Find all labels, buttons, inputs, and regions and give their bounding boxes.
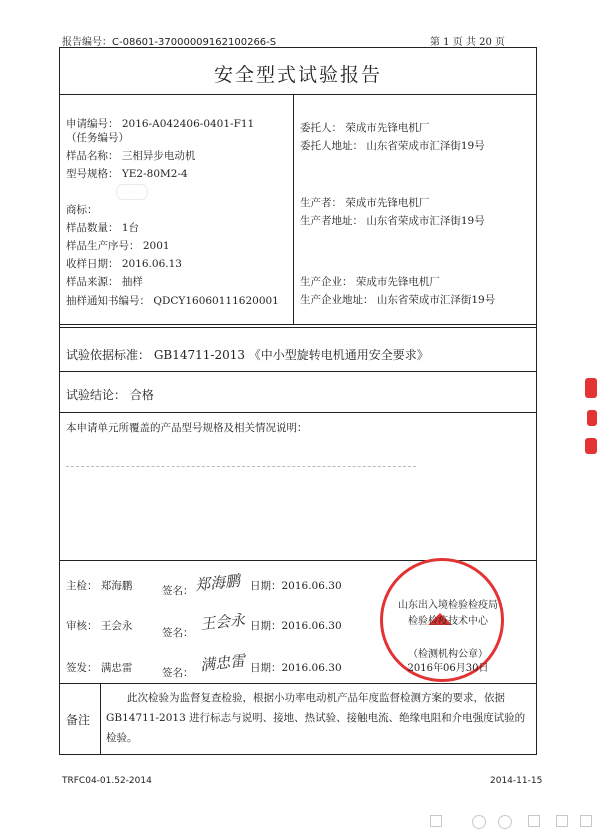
- zoom-out-icon[interactable]: [498, 815, 512, 829]
- explanation-heading: 本申请单元所覆盖的产品型号规格及相关情况说明：: [66, 422, 308, 434]
- client-address: 委托人地址： 山东省荣成市汇泽街19号: [300, 140, 485, 152]
- remarks-text: 此次检验为监督复查检验，根据小功率电动机产品年度监督检测方案的要求，依据 GB14711-2013 进行标志与说明、接地、热试验、接触电流、绝缘电阻和介电强度试验的检验。: [106, 692, 526, 744]
- client: 委托人： 荣成市先锋电机厂: [300, 122, 430, 134]
- serial-no: 样品生产序号： 2001: [66, 240, 170, 252]
- stamp-line1: 山东出入境检验检疫局: [398, 600, 498, 611]
- inspector-sign-label: 签名：: [162, 585, 194, 597]
- issuer-date: 日期：2016.06.30: [250, 662, 342, 674]
- sample-source: 样品来源： 抽样: [66, 276, 143, 288]
- page-icon[interactable]: [430, 815, 442, 827]
- explanation-line: [66, 466, 416, 467]
- test-standard: 试验依据标准： GB14711-2013 《中小型旋转电机通用安全要求》: [66, 348, 429, 362]
- sample-name: 样品名称： 三相异步电动机: [66, 150, 196, 162]
- task-no: （任务编号）: [66, 132, 129, 144]
- zoom-in-icon[interactable]: [472, 815, 486, 829]
- application-no: 申请编号： 2016-A042406-0401-F11: [66, 118, 255, 130]
- stamp-line2: 检验检疫技术中心: [408, 616, 488, 627]
- report-form: [59, 47, 537, 755]
- trademark-logo: [116, 184, 148, 200]
- model-spec: 型号规格： YE2-80M2-4: [66, 168, 188, 180]
- producer-address: 生产者地址： 山东省荣成市汇泽街19号: [300, 215, 485, 227]
- fit-page-icon[interactable]: [528, 815, 540, 827]
- reviewer-sign-label: 签名：: [162, 627, 194, 639]
- reviewer-date: 日期：2016.06.30: [250, 620, 342, 632]
- received-date: 收样日期： 2016.06.13: [66, 258, 182, 270]
- report-title: 安全型式试验报告: [213, 64, 382, 86]
- issuer-signature: 满忠雷: [199, 651, 246, 675]
- reviewer-signature: 王会永: [199, 610, 246, 634]
- form-number: TRFC04-01.52-2014: [62, 776, 152, 786]
- report-number: 报告编号：C-08601-37000009162100266-S: [62, 37, 277, 48]
- test-conclusion: 试验结论： 合格: [66, 388, 154, 402]
- notice-no: 抽样通知书编号： QDCY16060111620001: [66, 295, 279, 307]
- page-info: 第 1 页 共 20 页: [430, 37, 505, 48]
- producer: 生产者： 荣成市先锋电机厂: [300, 197, 430, 209]
- remarks-label: 备注: [66, 713, 91, 727]
- stamp-line3: （检测机构公章）: [408, 649, 488, 660]
- manufacturer: 生产企业： 荣成市先锋电机厂: [300, 276, 440, 288]
- inspector-signature: 郑海鹏: [194, 571, 241, 595]
- trademark: 商标：: [66, 204, 98, 216]
- form-date: 2014-11-15: [490, 776, 543, 786]
- rotate-icon[interactable]: [556, 815, 568, 827]
- stamp-line4: 2016年06月30日: [407, 663, 489, 674]
- side-seal: [583, 370, 601, 460]
- sample-quantity: 样品数量： 1台: [66, 222, 140, 234]
- issuer-sign-label: 签名：: [162, 667, 194, 679]
- download-icon[interactable]: [580, 815, 592, 827]
- inspector-date: 日期：2016.06.30: [250, 580, 342, 592]
- viewer-toolbar: [420, 812, 601, 834]
- manufacturer-address: 生产企业地址： 山东省荣成市汇泽街19号: [300, 294, 496, 306]
- issuer: 签发： 满忠雷: [66, 662, 133, 674]
- inspector: 主检： 郑海鹏: [66, 580, 133, 592]
- reviewer: 审核： 王会永: [66, 620, 133, 632]
